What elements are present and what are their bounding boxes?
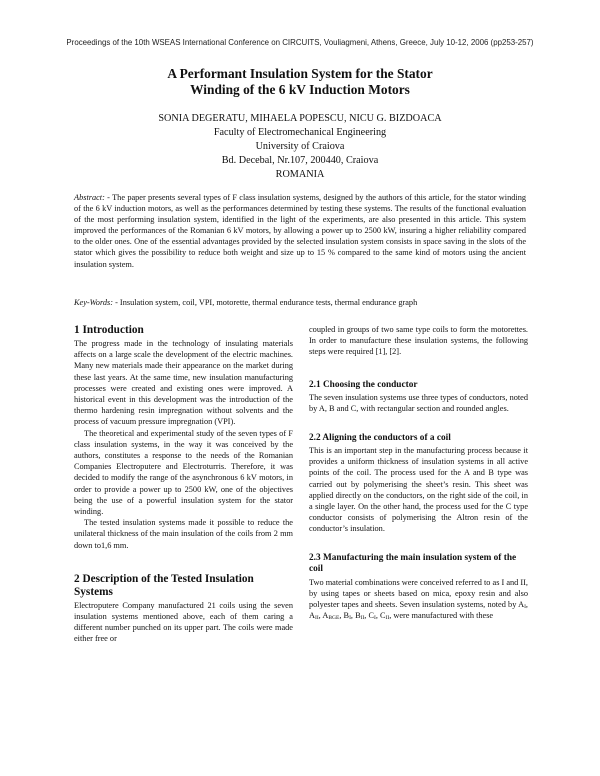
section-1-paragraph-1: The progress made in the technology of insulating materials affects on a large scale the development of the electric machines. Many new materials made their appearance on the market during these last years. At the same time, new insulation manufacturing processes were created and existing ones were improved. A historical event in this development was the introduction of the thermo hardening resin impregnation without solvents and the process of vacuum pressure impregnation (VPI).	[74, 339, 293, 427]
keywords-label: Key-Words: -	[74, 298, 118, 307]
symbol: B	[343, 611, 350, 621]
subsection-2-3-paragraph: Two material combinations were conceived referred to as I and II, by using tapes or sheets based on mica, epoxy resin and also polyester tapes and sheets. Seven insulation systems, noted by $A_I$, $A_{II}$, $A_{BGE}$, $B_I$, $B_{II}$, $C_I$, $C_{II}$, were manufactured with these	[309, 577, 528, 622]
author-university: University of Craiova	[255, 141, 345, 152]
subsection-2-3-text: Two material combinations were conceived referred to as I and II, by using tapes or sheets based on mica, epoxy resin and also polyester tapes and sheets. Seven insulation systems, noted by A	[309, 577, 528, 610]
subsection-2-1-heading: 2.1 Choosing the conductor	[309, 379, 418, 390]
author-faculty: Faculty of Electromechanical Engineering	[213, 127, 387, 138]
author-block	[0, 112, 600, 182]
subscript: I	[524, 604, 526, 611]
running-head: Proceedings of the 10th WSEAS International Conference on CIRCUITS, Vouliagmeni, Athens, Greece, July 10-12, 2006 (pp253-257)	[66, 38, 534, 47]
title-line-1: A Performant Insulation System for the Stator	[167, 66, 433, 81]
section-2-paragraph-1: Electroputere Company manufactured 21 coils using the seven insulation systems mentioned above, each of them caring a different number punched on its upper part. The coils were made either free or	[74, 600, 293, 644]
title-line-2: Winding of the 6 kV Induction Motors	[190, 82, 410, 97]
section-1-paragraph-2: The theoretical and experimental study of the seven types of F class insulation systems, in the way it was conceived by the authors, constitutes a response to the needs of the Romanian Companies Electroputere and Electroturris. Therefore, it was decided to modify the range of the asynchronous 6 kV motors, in order to provide a power up to 2500 kW, one of the objectives being the use of a powerful insulation system for the stator winding.	[74, 428, 293, 517]
subscript: II	[315, 615, 319, 622]
symbol: C	[368, 611, 374, 621]
subscript: II	[360, 615, 365, 622]
keywords-text: Insulation system, coil, VPI, motorette, thermal endurance tests, thermal endurance graph	[117, 298, 418, 307]
section-1-heading: 1 Introduction	[74, 324, 144, 336]
subsection-2-2-heading: 2.2 Aligning the conductors of a coil	[309, 432, 451, 443]
section-2-heading: 2 Description of the Tested Insulation Systems	[74, 572, 254, 598]
author-names: SONIA DEGERATU, MIHAELA POPESCU, NICU G. BIZDOACA	[158, 113, 442, 124]
author-country: ROMANIA	[275, 169, 325, 180]
right-column	[309, 324, 528, 621]
subsection-2-3-tail: , were manufactured with these	[389, 611, 494, 621]
abstract-label: Abstract: -	[74, 193, 110, 202]
separator: , A	[309, 600, 528, 621]
paper-title	[0, 66, 600, 98]
symbol: B	[355, 611, 361, 621]
subsection-2-2-paragraph: This is an important step in the manufacturing process because it provides a uniform thickness of insulation systems in all active points of the coil. The process used for the A and B type was carried out by polymerising the sheet’s resin. This sheet was applied directly on the conductors, on the right side of the coil, in a single layer. On the other hand, the process used for the C type conductor consists of polymerising the Altron resin of the conductor’s insulation.	[309, 446, 528, 534]
subscript: II	[385, 615, 390, 622]
section-1-paragraph-3: The tested insulation systems made it possible to reduce the unilateral thickness of the main insulation of the coils from 2 mm down to1,6 mm.	[74, 518, 293, 550]
left-column	[74, 324, 293, 645]
subsection-2-1-paragraph: The seven insulation systems use three types of conductors, noted by A, B and C, with rectangular section and rounded angles.	[309, 393, 528, 414]
author-address: Bd. Decebal, Nr.107, 200440, Craiova	[221, 155, 379, 166]
section-2-continuation: coupled in groups of two same type coils to form the motorettes. In order to manufacture these insulation systems, the following steps were required [1], [2].	[309, 325, 528, 357]
symbol: A	[322, 611, 329, 621]
abstract-text: The paper presents several types of F class insulation systems, designed by the authors of this article, for the stator winding of the 6 kV induction motors, as well as the performances determined by testing these systems. The results of the functional evaluation of the most performing insulation system, identified in the light of the experiments, are also presented in this article. This system improved the performances of the Romanian 6 kV motors, by allowing a power up to 2500 kW, insuring a higher reliability compared to the older ones. One of the essential advantages provided by the selected insulation system consists in space saving in the slots of the stator which gives the possibility to reduce both weight and size up to 15 % compared to the same kind of motors using the ancient insulation system.	[74, 193, 526, 269]
subsection-2-3-heading: 2.3 Manufacturing the main insulation system of the coil	[309, 552, 517, 575]
subscript: I	[349, 615, 351, 622]
keywords	[74, 297, 526, 308]
subscript: I	[374, 615, 376, 622]
subscript: BGE	[328, 615, 340, 622]
abstract	[74, 192, 526, 270]
symbol: C	[380, 611, 386, 621]
